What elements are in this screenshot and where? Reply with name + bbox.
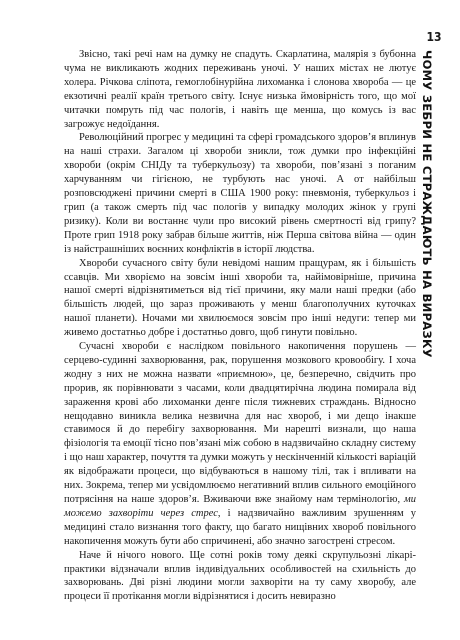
paragraph-2: Революційний прогрес у медицині та сфері громадського здоров’я вплинув на наші страхи. Загалом ці хвороби зникли, тож думки про інфекційні хвороби (окрім СНІДу та туберкульозу) та хвороби, пов’язані з поганим харчуванням чи гігієною, не турбують нас уночі. А от найбільш розповсюджені причини смерті в США 1900 року: пневмонія, туберкульоз і грип (а також смерть під час пологів у випадку молодих жінок у групі ризику). Коли ви востаннє чули про високий рівень смертності від грипу? Проте грип 1918 року забрав більше життів, ніж Перша світова війна — один із найстрашніших воєнних конфліктів в історії людства. [64, 132, 417, 255]
paragraph-3: Хвороби сучасного світу були невідомі нашим пращурам, як і більшість ссавців. Ми хворіємо на зовсім інші хвороби та, найімовірніше, причина нашої смерті відрізнятиметься від тієї причини, яку мали наші предки (або більшість людей, що зараз проживають у менш благополучних куточках нашої планети). Ночами ми хвилюємося зовсім про інші недуги: тепер ми живемо достатньо добре і достатньо довго, щоб гинути повільно. [64, 257, 416, 339]
paragraph-4 [64, 340, 416, 549]
body-text [64, 48, 416, 604]
paragraph-1: Звісно, такі речі нам на думку не спадуть. Скарлатина, малярія з бубонна чума не викликають жодних переживань уночі. У наших містах не лютує холера. Річкова сліпота, гемоглобінурійна лихоманка і слонова хвороба — це екзотичні реалії країн третього світу. Існує низька ймовірність того, що мої читачки помруть під час пологів, і навіть ще менша, що комусь із вас загрожує недоїдання. [64, 49, 416, 130]
paragraph-4-emphasis: ми можемо захворіти через стрес [64, 494, 416, 519]
paragraph-4-text-end: , і надзвичайно важливим зрушенням у медицині стало визнання того факту, що багато нищівних хвороб повільного накопичення можуть бути або спричинені, або значно загострені стресом. [64, 507, 416, 547]
running-head: ЧОМУ ЗЕБРИ НЕ СТРАЖДАЮТЬ НА ВИРАЗКУ [420, 50, 434, 358]
paragraph-5: Наче й нічого нового. Ще сотні років тому деякі скрупульозні лікарі-практики відзначали вплив індивідуальних особливостей на схильність до захворювань. Дві різні людини могли захворіти на ту саму хворобу, але процеси її протікання могли відрізнятися і досить невиразно [64, 549, 416, 603]
page-number: 13 [426, 30, 442, 44]
paragraph-4-text: Сучасні хвороби є наслідком повільного накопичення порушень — серцево-судинні захворювання, рак, порушення мозкового кровообігу. І хоча жодну з них не можна назвати «приємною», це, безперечно, свідчить про прорив, як порівнювати з часами, коли двадцятирічна людина помирала від зараження крові або лихоманки денге після тижневих страждань. Відносно нещодавно виникла велика незвична для нас хвороб, і ми дещо інакше ставимося й до перебігу захворювання. Ми нарешті визнали, що наша фізіологія та емоції тісно пов’язані між собою в надзвичайно складну систему і що наш характер, почуття та думки можуть у нескінченній кількості варіацій як відображати процеси, що відбуваються в нашому тілі, так і впливати на них. Зокрема, тепер ми усвідомлюємо негативний вплив сильного емоційного потрясіння на наше здоров’я. Вживаючи вже знайому нам термінологію, [64, 341, 416, 505]
